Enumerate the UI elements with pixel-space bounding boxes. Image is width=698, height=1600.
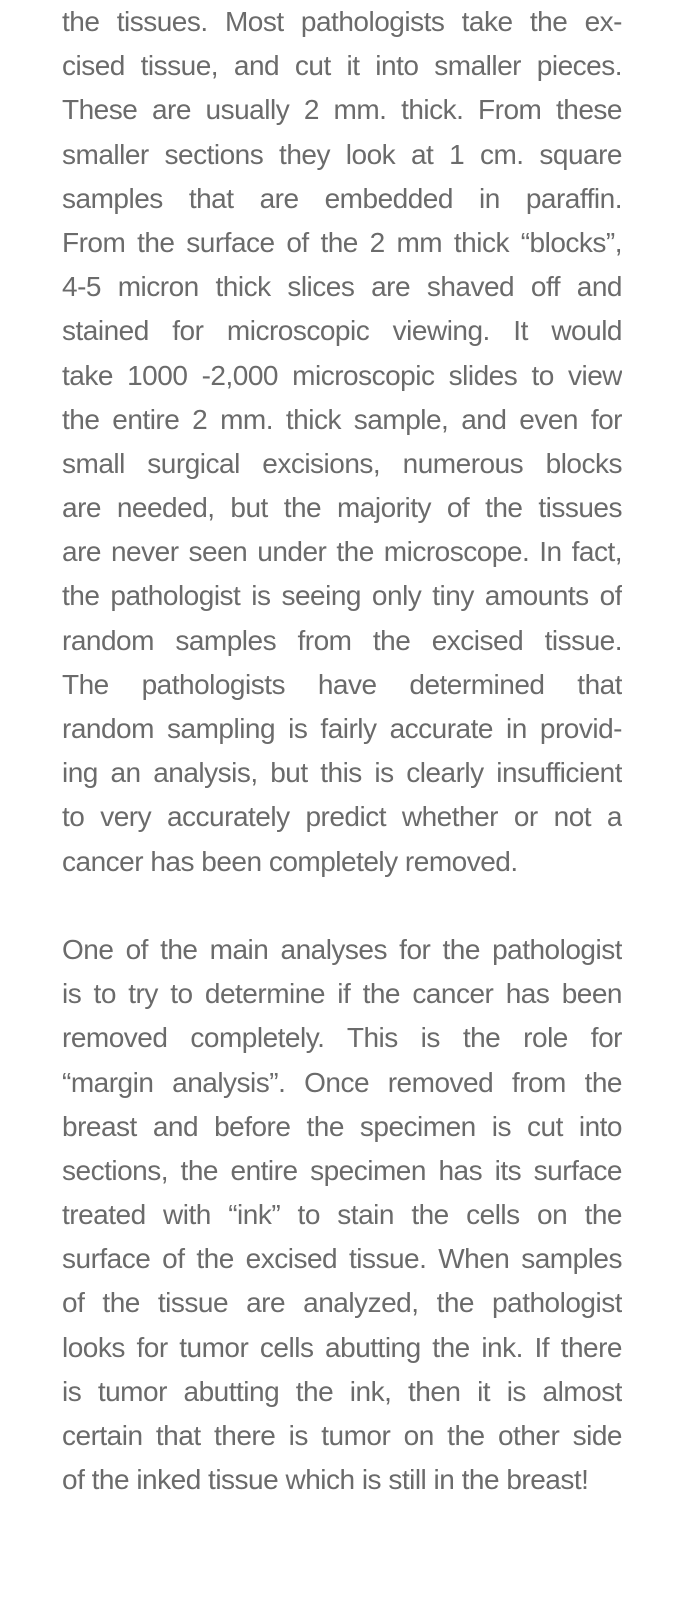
text-line: small surgical excisions, numerous blocks (62, 447, 622, 479)
text-line: is to try to determine if the cancer has been (62, 978, 622, 1010)
text-line: smaller sections they look at 1 cm. square (62, 138, 622, 170)
text-line: One of the main analyses for the pathologist (62, 933, 622, 965)
text-line: “margin analysis”. Once removed from the (62, 1066, 622, 1098)
text-line: The pathologists have determined that (62, 668, 622, 700)
text-line: samples that are embedded in paraffin. (62, 182, 622, 214)
text-line: random samples from the excised tissue. (62, 624, 622, 656)
text-line: cised tissue, and cut it into smaller pieces. (62, 50, 622, 82)
text-line: the tissues. Most pathologists take the ex- (62, 6, 622, 37)
text-line: take 1000 -2,000 microscopic slides to view (62, 359, 622, 391)
text-line: are never seen under the microscope. In fact, (62, 536, 622, 568)
text-line: of the inked tissue which is still in the breast! (62, 1464, 589, 1496)
text-line: the entire 2 mm. thick sample, and even for (62, 403, 622, 435)
text-line: are needed, but the majority of the tissues (62, 492, 622, 524)
text-line: 4-5 micron thick slices are shaved off and (62, 271, 622, 303)
text-line: These are usually 2 mm. thick. From these (62, 94, 622, 126)
text-line: looks for tumor cells abutting the ink. If there (62, 1331, 622, 1363)
text-line: removed completely. This is the role for (62, 1022, 622, 1054)
text-line: is tumor abutting the ink, then it is almost (62, 1375, 622, 1407)
text-line: certain that there is tumor on the other side (62, 1420, 622, 1451)
text-line: of the tissue are analyzed, the pathologist (62, 1287, 622, 1319)
paragraph-random-sampling (62, 0, 622, 884)
paragraph-margin-analysis (62, 928, 622, 1502)
text-line: sections, the entire specimen has its surface (62, 1154, 622, 1186)
text-line: ing an analysis, but this is clearly insufficient (62, 757, 622, 789)
text-line: breast and before the specimen is cut into (62, 1110, 622, 1142)
text-line: surface of the excised tissue. When samples (62, 1243, 622, 1275)
text-line: to very accurately predict whether or not a (62, 801, 622, 833)
text-line: treated with “ink” to stain the cells on the (62, 1199, 622, 1231)
text-line: stained for microscopic viewing. It would (62, 315, 622, 347)
text-line: random sampling is fairly accurate in provid- (62, 713, 622, 744)
text-line: cancer has been completely removed. (62, 845, 518, 877)
text-line: the pathologist is seeing only tiny amounts of (62, 580, 622, 612)
text-line: From the surface of the 2 mm thick “blocks”, (62, 226, 622, 258)
article-body (62, 0, 622, 1502)
